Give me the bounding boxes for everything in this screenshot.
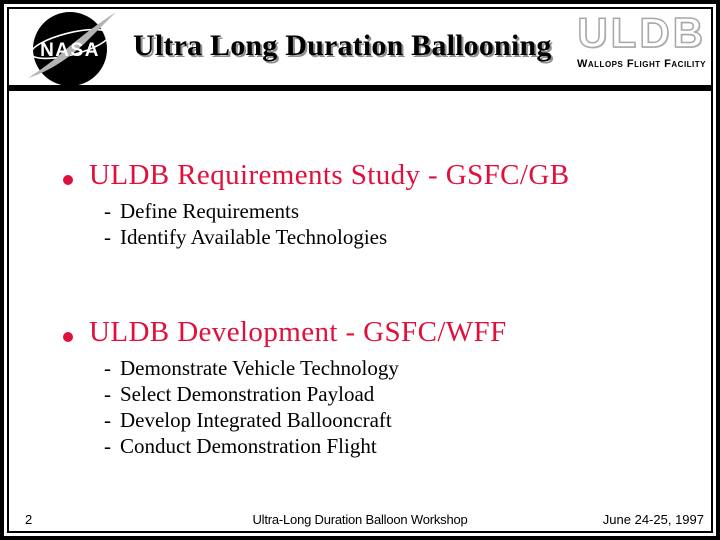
slide-body [9,91,711,501]
subitem-list [104,198,701,250]
slide-date: June 24-25, 1997 [602,512,704,527]
list-item [104,198,701,224]
page-number: 2 [25,512,33,527]
dash-marker: - [104,382,111,406]
list-item [104,433,701,459]
slide-title: Ultra Long Duration Ballooning [133,29,552,62]
dash-marker: - [104,199,111,223]
bullet-heading-row [63,158,701,192]
bullet-heading-row [63,315,701,349]
nasa-meatball-logo-icon [22,10,122,88]
subitem-list [104,355,701,459]
subitem-text: Select Demonstration Payload [120,382,375,406]
slide-header [9,9,711,91]
bullet-dot-icon [63,175,73,185]
list-item [104,224,701,250]
slide-footer [9,509,711,527]
dash-marker: - [104,356,111,380]
subitem-text: Identify Available Technologies [120,225,388,249]
subitem-text: Develop Integrated Ballooncraft [120,408,392,432]
bullet-dot-icon [63,332,73,342]
list-item [104,355,701,381]
bullet-group-requirements [63,158,701,250]
facility-name: Wallops Flight Facility [577,58,706,70]
branding-block [577,9,706,70]
bullet-group-development [63,315,701,459]
slide-inner-border [7,7,713,533]
nasa-logo-text: NASA [40,40,100,61]
bullet-heading: ULDB Development - GSFC/WFF [89,316,507,348]
list-item [104,381,701,407]
subitem-text: Demonstrate Vehicle Technology [120,356,399,380]
dash-marker: - [104,408,111,432]
uldb-wordmark: ULDB [577,9,706,56]
dash-marker: - [104,225,111,249]
subitem-text: Define Requirements [120,199,300,223]
list-item [104,407,701,433]
bullet-heading: ULDB Requirements Study - GSFC/GB [89,159,570,191]
workshop-name: Ultra-Long Duration Balloon Workshop [252,512,468,527]
subitem-text: Conduct Demonstration Flight [120,434,377,458]
dash-marker: - [104,434,111,458]
